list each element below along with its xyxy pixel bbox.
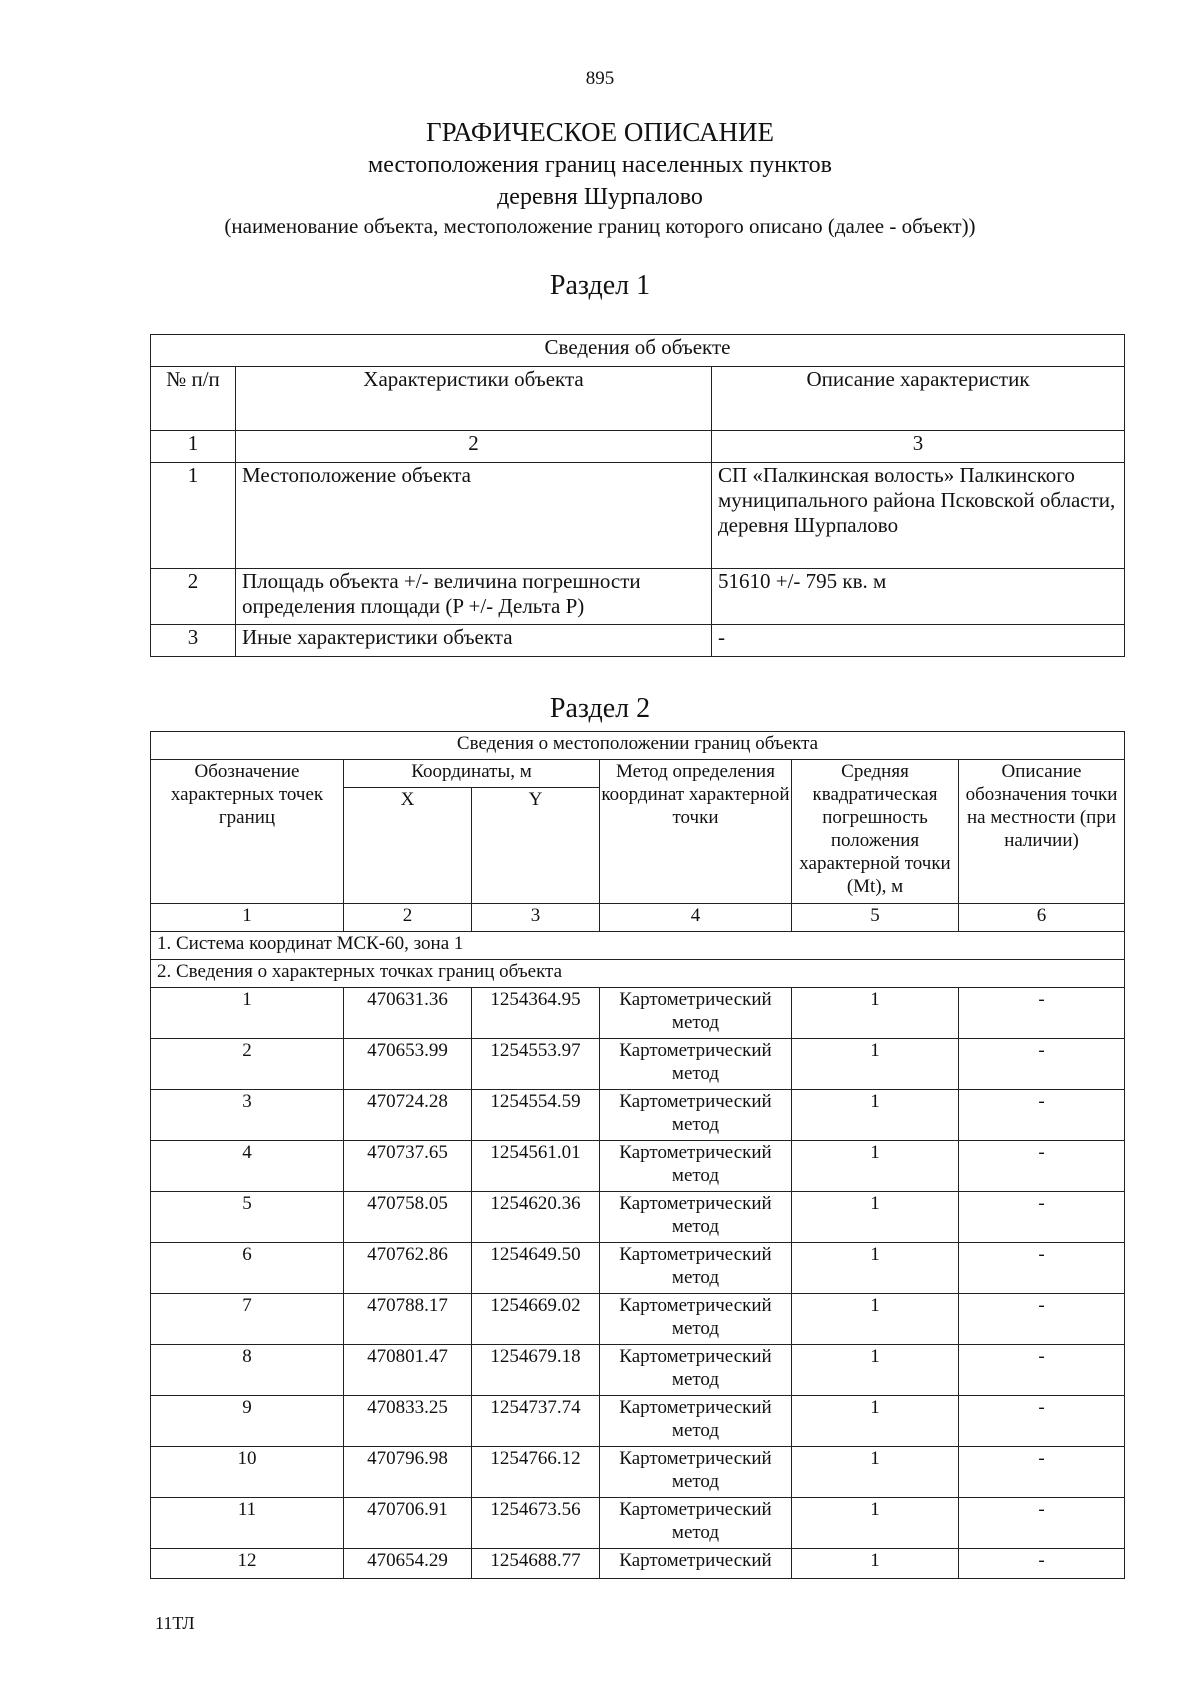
method: Картометрический метод: [600, 1396, 792, 1447]
method: Картометрический метод: [600, 1498, 792, 1549]
col-number: 4: [600, 904, 792, 932]
row-num: 2: [151, 569, 236, 625]
coord-x: 470801.47: [344, 1345, 472, 1396]
row-characteristic: Иные характеристики объекта: [236, 625, 712, 657]
mean-error: 1: [792, 1549, 959, 1579]
method: Картометрический метод: [600, 1345, 792, 1396]
point-description: -: [959, 1498, 1125, 1549]
coord-y: 1254364.95: [472, 988, 600, 1039]
table-row: [151, 1447, 1125, 1498]
coord-y: 1254620.36: [472, 1192, 600, 1243]
mean-error: 1: [792, 1498, 959, 1549]
row-description: 51610 +/- 795 кв. м: [712, 569, 1125, 625]
col-number: 5: [792, 904, 959, 932]
mean-error: 1: [792, 988, 959, 1039]
header-x: X: [344, 788, 472, 904]
method: Картометрический метод: [600, 1192, 792, 1243]
page-number: 895: [585, 68, 615, 89]
coord-y: 1254737.74: [472, 1396, 600, 1447]
row-characteristic: Местоположение объекта: [236, 463, 712, 569]
mean-error: 1: [792, 1243, 959, 1294]
point-number: 2: [151, 1039, 344, 1090]
point-description: -: [959, 1141, 1125, 1192]
method: Картометрический метод: [600, 1141, 792, 1192]
coord-x: 470653.99: [344, 1039, 472, 1090]
coord-y: 1254669.02: [472, 1294, 600, 1345]
coord-y: 1254673.56: [472, 1498, 600, 1549]
table-row: [151, 1294, 1125, 1345]
col-number: 6: [959, 904, 1125, 932]
points-caption: 2. Сведения о характерных точках границ объекта: [151, 960, 1125, 988]
header-description: Описание характеристик: [712, 367, 1125, 431]
object-name-note: (наименование объекта, местоположение границ которого описано (далее - объект)): [224, 214, 976, 238]
coord-x: 470706.91: [344, 1498, 472, 1549]
mean-error: 1: [792, 1141, 959, 1192]
point-number: 10: [151, 1447, 344, 1498]
col-number: 2: [236, 431, 712, 463]
mean-error: 1: [792, 1090, 959, 1141]
point-description: -: [959, 1294, 1125, 1345]
point-number: 4: [151, 1141, 344, 1192]
table-row: [151, 1396, 1125, 1447]
coord-x: 470631.36: [344, 988, 472, 1039]
table-row: [151, 1345, 1125, 1396]
table-caption: Сведения о местоположении границ объекта: [151, 732, 1125, 760]
point-description: -: [959, 1396, 1125, 1447]
header-num: № п/п: [151, 367, 236, 431]
point-description: -: [959, 1243, 1125, 1294]
point-number: 6: [151, 1243, 344, 1294]
coord-y: 1254688.77: [472, 1549, 600, 1579]
table-row: [151, 463, 1125, 569]
coord-x: 470758.05: [344, 1192, 472, 1243]
coord-y: 1254649.50: [472, 1243, 600, 1294]
point-number: 12: [151, 1549, 344, 1579]
row-description: -: [712, 625, 1125, 657]
method: Картометрический: [600, 1549, 792, 1579]
method: Картометрический метод: [600, 1243, 792, 1294]
coord-x: 470654.29: [344, 1549, 472, 1579]
section2-heading: Раздел 2: [549, 693, 651, 724]
object-name: деревня Шурпалово: [497, 184, 703, 210]
document-subtitle: местоположения границ населенных пунктов: [368, 152, 832, 178]
coord-x: 470833.25: [344, 1396, 472, 1447]
point-description: -: [959, 988, 1125, 1039]
coord-x: 470796.98: [344, 1447, 472, 1498]
method: Картометрический метод: [600, 988, 792, 1039]
table-row: [151, 1243, 1125, 1294]
header-point: Обозначение характерных точек границ: [151, 760, 344, 904]
point-description: -: [959, 1345, 1125, 1396]
mean-error: 1: [792, 1396, 959, 1447]
table-row: [151, 569, 1125, 625]
point-number: 11: [151, 1498, 344, 1549]
coord-y: 1254553.97: [472, 1039, 600, 1090]
coord-x: 470762.86: [344, 1243, 472, 1294]
col-number: 2: [344, 904, 472, 932]
document-title: ГРАФИЧЕСКОЕ ОПИСАНИЕ: [425, 117, 775, 147]
header-characteristics: Характеристики объекта: [236, 367, 712, 431]
point-description: -: [959, 1549, 1125, 1579]
object-info-table: [150, 334, 1125, 657]
coord-y: 1254679.18: [472, 1345, 600, 1396]
row-num: 1: [151, 463, 236, 569]
coordinate-system: 1. Система координат МСК-60, зона 1: [151, 932, 1125, 960]
method: Картометрический метод: [600, 1447, 792, 1498]
section1-heading: Раздел 1: [549, 270, 651, 301]
mean-error: 1: [792, 1294, 959, 1345]
table-row: [151, 1192, 1125, 1243]
footer-code: 11ТЛ: [155, 1613, 195, 1633]
table-row: [151, 1498, 1125, 1549]
point-description: -: [959, 1039, 1125, 1090]
coord-x: 470724.28: [344, 1090, 472, 1141]
header-coordinates: Координаты, м: [344, 760, 600, 788]
point-number: 5: [151, 1192, 344, 1243]
method: Картометрический метод: [600, 1294, 792, 1345]
point-number: 3: [151, 1090, 344, 1141]
point-description: -: [959, 1192, 1125, 1243]
header-y: Y: [472, 788, 600, 904]
point-description: -: [959, 1090, 1125, 1141]
header-method: Метод определения координат характерной точки: [600, 760, 792, 904]
row-characteristic: Площадь объекта +/- величина погрешности определения площади (P +/- Дельта P): [236, 569, 712, 625]
point-number: 9: [151, 1396, 344, 1447]
table-row: [151, 625, 1125, 657]
col-number: 3: [472, 904, 600, 932]
coord-x: 470737.65: [344, 1141, 472, 1192]
coord-x: 470788.17: [344, 1294, 472, 1345]
header-error: Средняя квадратическая погрешность положения характерной точки (Mt), м: [792, 760, 959, 904]
method: Картометрический метод: [600, 1039, 792, 1090]
table-row: [151, 1549, 1125, 1579]
method: Картометрический метод: [600, 1090, 792, 1141]
mean-error: 1: [792, 1192, 959, 1243]
col-number: 1: [151, 904, 344, 932]
point-description: -: [959, 1447, 1125, 1498]
header-point-description: Описание обозначения точки на местности (при наличии): [959, 760, 1125, 904]
boundary-points-table: [150, 731, 1125, 1579]
coord-y: 1254766.12: [472, 1447, 600, 1498]
table-row: [151, 1039, 1125, 1090]
table-row: [151, 1141, 1125, 1192]
row-description: СП «Палкинская волость» Палкинского муниципального района Псковской области, деревня Шурпалово: [712, 463, 1125, 569]
table-row: [151, 1090, 1125, 1141]
mean-error: 1: [792, 1447, 959, 1498]
point-number: 7: [151, 1294, 344, 1345]
point-number: 8: [151, 1345, 344, 1396]
table-caption: Сведения об объекте: [151, 335, 1125, 367]
col-number: 1: [151, 431, 236, 463]
row-num: 3: [151, 625, 236, 657]
mean-error: 1: [792, 1039, 959, 1090]
point-number: 1: [151, 988, 344, 1039]
coord-y: 1254554.59: [472, 1090, 600, 1141]
table-row: [151, 988, 1125, 1039]
mean-error: 1: [792, 1345, 959, 1396]
coord-y: 1254561.01: [472, 1141, 600, 1192]
col-number: 3: [712, 431, 1125, 463]
